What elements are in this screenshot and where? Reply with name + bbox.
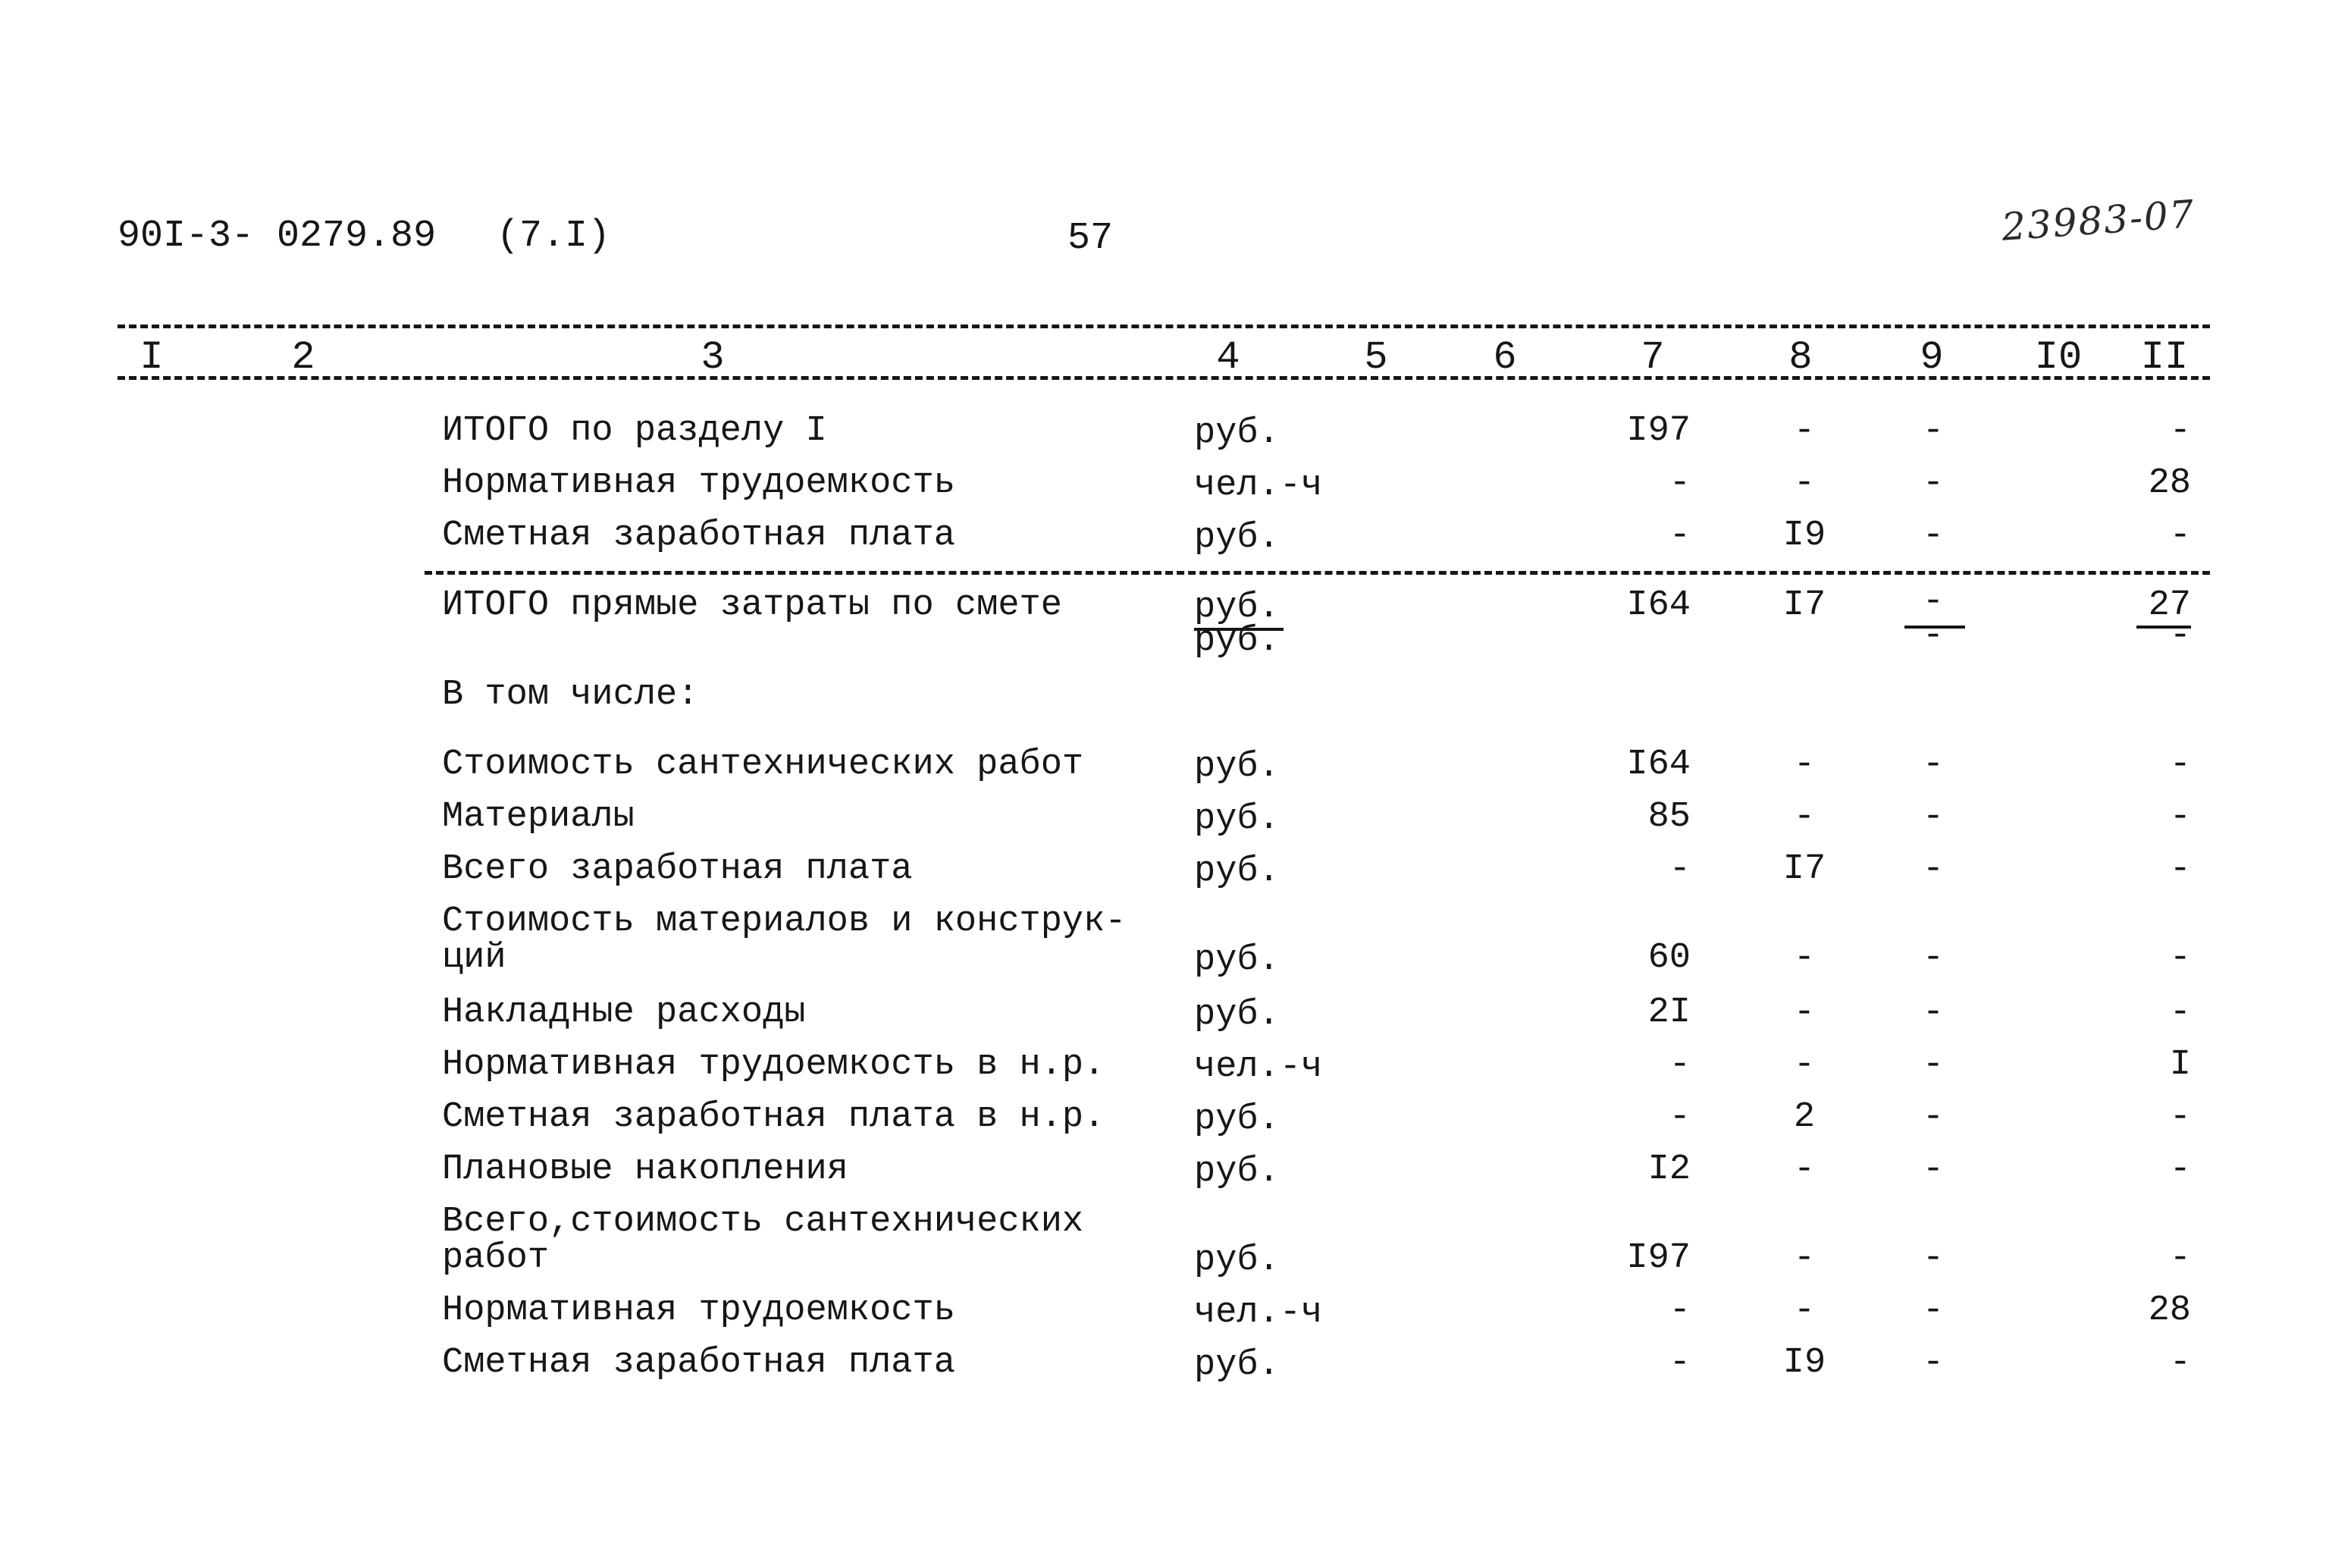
cell-col9: -: [1922, 411, 1945, 451]
cell-col8: I7: [1782, 849, 1826, 889]
cell-col7: -: [1669, 849, 1691, 889]
cell-col9: -: [1922, 1149, 1945, 1190]
row-unit: руб.: [1194, 1099, 1280, 1140]
cell-col8: -: [1793, 745, 1816, 785]
cell-col11: 28: [2148, 1290, 2191, 1331]
row-name: ИТОГО прямые затраты по смете: [442, 585, 1062, 626]
cell-col9: -: [1922, 849, 1945, 889]
cell-col11: -: [2169, 516, 2191, 556]
cell-col8: -: [1793, 993, 1816, 1033]
cell-col8: -: [1793, 1290, 1816, 1331]
row-name: Плановые накопления: [442, 1149, 848, 1190]
unit-bottom: руб.: [1194, 621, 1280, 661]
cell-col7: 2I: [1647, 993, 1691, 1033]
handwritten-inventory-stamp: 23983-07: [2000, 192, 2197, 249]
row-name: Всего,стоимость сантехнических: [442, 1202, 1084, 1242]
cell-col9: -: [1922, 938, 1945, 978]
cell-col9: -: [1922, 1238, 1945, 1278]
row-name: Нормативная трудоемкость в н.р.: [442, 1045, 1105, 1085]
row-unit: руб.: [1194, 413, 1280, 453]
row-unit: руб.: [1194, 1240, 1280, 1281]
cell-col7: I64: [1626, 745, 1691, 785]
cell-col9-bottom: -: [1922, 616, 1945, 656]
row-unit: руб.: [1194, 799, 1280, 839]
cell-col8: -: [1793, 1045, 1816, 1085]
section-divider: [425, 571, 2210, 575]
cell-col7: -: [1669, 1097, 1691, 1137]
column-number: 5: [1364, 335, 1388, 380]
cell-col8: -: [1793, 463, 1816, 503]
cell-col9: -: [1922, 1097, 1945, 1137]
row-name: Всего заработная плата: [442, 849, 913, 889]
row-unit: руб.: [1194, 518, 1280, 558]
cell-col8: I7: [1782, 585, 1826, 626]
cell-col7: I97: [1626, 411, 1691, 451]
cell-col7: -: [1669, 1290, 1691, 1331]
row-unit: руб.: [1194, 1152, 1280, 1192]
row-name-continuation: ций: [442, 938, 506, 978]
cell-col7: -: [1669, 1045, 1691, 1085]
cell-col8: 2: [1793, 1097, 1816, 1137]
cell-col7: I97: [1626, 1238, 1691, 1278]
cell-col7: I2: [1647, 1149, 1691, 1190]
row-unit: руб.: [1194, 940, 1280, 980]
row-name: Сметная заработная плата: [442, 516, 955, 556]
cell-col7: -: [1669, 1343, 1691, 1383]
column-number: I0: [2034, 335, 2083, 380]
header-bottom-rule: [118, 376, 2210, 380]
cell-col11: -: [2169, 797, 2191, 837]
cell-col11: 28: [2148, 463, 2191, 503]
cell-col9: -: [1922, 463, 1945, 503]
column-number: 8: [1788, 335, 1813, 380]
cell-col9-top: -: [1922, 582, 1945, 622]
subheading: В том числе:: [442, 675, 699, 715]
cell-col9: -: [1922, 1290, 1945, 1331]
cell-col7: I64: [1626, 585, 1691, 626]
column-number: II: [2140, 335, 2189, 380]
cell-col7: -: [1669, 516, 1691, 556]
cell-col7: -: [1669, 463, 1691, 503]
cell-col7: 85: [1647, 797, 1691, 837]
row-name-continuation: работ: [442, 1238, 550, 1278]
cell-col8: -: [1793, 1149, 1816, 1190]
cell-col11: -: [2169, 1343, 2191, 1383]
column-number: 7: [1641, 335, 1665, 380]
cell-col11-bottom: -: [2169, 616, 2191, 656]
cell-col7: 60: [1647, 938, 1691, 978]
cell-col11: -: [2169, 993, 2191, 1033]
column-number: 3: [701, 335, 725, 380]
row-name: Нормативная трудоемкость: [442, 1290, 955, 1331]
row-unit: руб.: [1194, 747, 1280, 787]
cell-col9: -: [1922, 745, 1945, 785]
cell-col9: -: [1922, 516, 1945, 556]
cell-col11: -: [2169, 849, 2191, 889]
row-name: Нормативная трудоемкость: [442, 463, 955, 503]
row-name: ИТОГО по разделу I: [442, 411, 827, 451]
row-name: Сметная заработная плата: [442, 1343, 955, 1383]
cell-col9: -: [1922, 993, 1945, 1033]
cell-col11: -: [2169, 1149, 2191, 1190]
page-number: 57: [1067, 217, 1114, 260]
column-number: 6: [1493, 335, 1517, 380]
cell-col11-top: 27: [2148, 585, 2191, 626]
column-number: 4: [1216, 335, 1240, 380]
cell-col8: -: [1793, 1238, 1816, 1278]
row-unit: чел.-ч: [1194, 1293, 1323, 1333]
column-number: 9: [1920, 335, 1944, 380]
header-top-rule: [118, 325, 2210, 328]
cell-col9: -: [1922, 797, 1945, 837]
row-name: Стоимость сантехнических работ: [442, 745, 1084, 785]
column-number: I: [139, 335, 164, 380]
cell-col11: -: [2169, 1238, 2191, 1278]
row-unit: чел.-ч: [1194, 466, 1323, 506]
row-unit: руб.: [1194, 1345, 1280, 1385]
cell-col8: -: [1793, 797, 1816, 837]
row-unit: чел.-ч: [1194, 1047, 1323, 1087]
section-reference: (7.I): [497, 215, 611, 258]
cell-col11: -: [2169, 745, 2191, 785]
cell-col8: -: [1793, 938, 1816, 978]
row-unit: руб.: [1194, 851, 1280, 892]
cell-col11: I: [2169, 1045, 2191, 1085]
row-name: Стоимость материалов и конструк-: [442, 902, 1127, 942]
unit-top: руб.: [1194, 588, 1280, 628]
cell-col9: -: [1922, 1343, 1945, 1383]
cell-col9: -: [1922, 1045, 1945, 1085]
cell-col8: I9: [1782, 1343, 1826, 1383]
cell-col11: -: [2169, 411, 2191, 451]
row-name: Сметная заработная плата в н.р.: [442, 1097, 1105, 1137]
cell-col11: -: [2169, 1097, 2191, 1137]
document-code: 90I-3- 0279.89: [118, 215, 437, 258]
row-unit: руб.: [1194, 995, 1280, 1035]
cell-col8: -: [1793, 411, 1816, 451]
column-number: 2: [291, 335, 315, 380]
row-name: Материалы: [442, 797, 635, 837]
cell-col11: -: [2169, 938, 2191, 978]
cell-col8: I9: [1782, 516, 1826, 556]
row-name: Накладные расходы: [442, 993, 806, 1033]
